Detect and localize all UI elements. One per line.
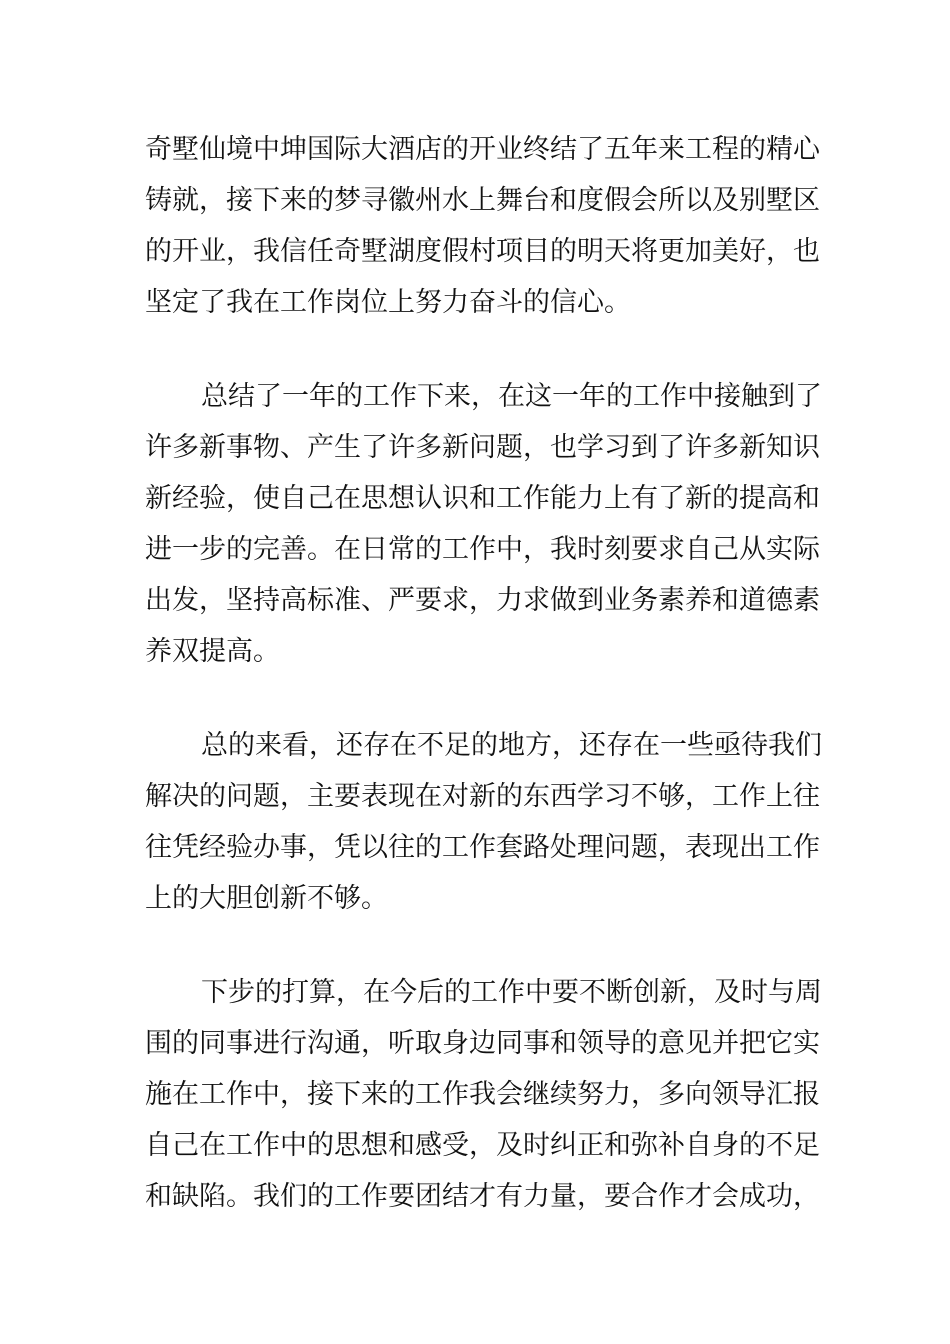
text-line: 新经验，使自己在思想认识和工作能力上有了新的提高和 [145,483,820,514]
text-line: 施在工作中，接下来的工作我会继续努力，多向领导汇报 [145,1079,820,1110]
text-line: 和缺陷。我们的工作要团结才有力量，要合作才会成功， [145,1181,820,1212]
text-line: 养双提高。 [145,636,280,667]
text-line: 往凭经验办事，凭以往的工作套路处理问题，表现出工作 [145,832,820,863]
text-line: 总的来看，还存在不足的地方，还存在一些亟待我们 [201,730,822,761]
text-line: 解决的问题，主要表现在对新的东西学习不够，工作上往 [145,781,820,812]
paragraph-3 [145,720,822,924]
text-line: 铸就，接下来的梦寻徽州水上舞台和度假会所以及别墅区 [145,185,820,216]
text-line: 进一步的完善。在日常的工作中，我时刻要求自己从实际 [145,534,820,565]
text-line: 下步的打算，在今后的工作中要不断创新，及时与周 [201,977,822,1008]
text-line: 奇墅仙境中坤国际大酒店的开业终结了五年来工程的精心 [145,134,820,165]
text-line: 坚定了我在工作岗位上努力奋斗的信心。 [145,287,631,318]
text-line: 的开业，我信任奇墅湖度假村项目的明天将更加美好，也 [145,236,820,267]
text-line: 总结了一年的工作下来，在这一年的工作中接触到了 [201,381,822,412]
paragraph-4 [145,967,822,1222]
text-line: 围的同事进行沟通，听取身边同事和领导的意见并把它实 [145,1028,820,1059]
text-line: 自己在工作中的思想和感受，及时纠正和弥补自身的不足 [145,1130,820,1161]
text-line: 许多新事物、产生了许多新问题，也学习到了许多新知识 [145,432,820,463]
paragraph-2 [145,371,822,677]
text-line: 出发，坚持高标准、严要求，力求做到业务素养和道德素 [145,585,820,616]
text-line: 上的大胆创新不够。 [145,883,388,914]
paragraph-1 [145,124,820,328]
